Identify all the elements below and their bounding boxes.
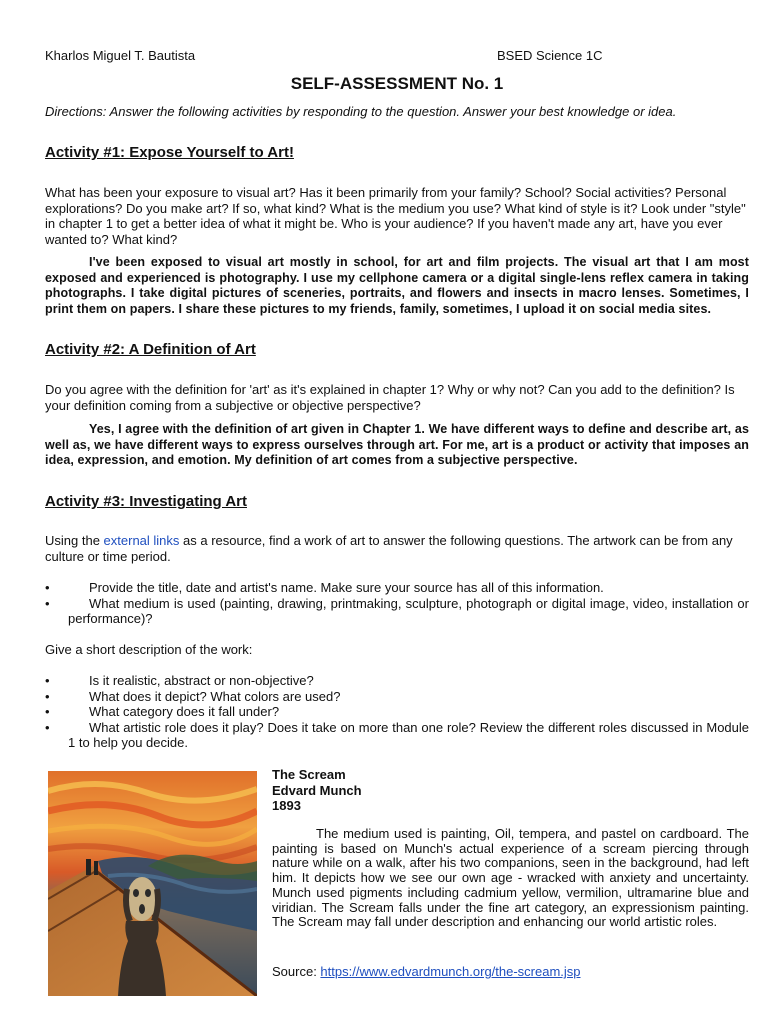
activity1-heading: Activity #1: Expose Yourself to Art! <box>45 144 294 161</box>
activity2-answer: Yes, I agree with the definition of art given in Chapter 1. We have different ways to define and describe art, as well as, we have different ways to express ourselves through art. For me, art is a product or activity that imposes an idea, expression, and emotion. My definition of art comes from a subjective perspective. <box>45 422 749 467</box>
student-name: Kharlos Miguel T. Bautista <box>45 48 196 63</box>
activity1-question: What has been your exposure to visual art? Has it been primarily from your family? School? Social activities? Personal explorations? Do you make art? If so, what kind? What is the medium you use? What kind of style is it? Look under "style" in chapter 1 to get a better idea of what it might be. Who is your audience? If you haven't made any art, have you ever wanted to? What kind? <box>45 185 746 247</box>
directions-text: Directions: Answer the following activities by responding to the question. Answer your best knowledge or idea. <box>45 104 677 119</box>
artwork-info <box>272 767 362 814</box>
activity3-intro <box>45 533 749 564</box>
artwork-year: 1893 <box>272 798 301 813</box>
artwork-artist: Edvard Munch <box>272 782 362 798</box>
activity1-answer: I've been exposed to visual art mostly in school, for art and film projects. The visual art that I am most exposed and experienced is photography. I use my cellphone camera or a digital single-lens reflex camera in taking photographs. I take digital pictures of sceneries, portraits, and flowers and insects in macro lenses. Sometimes, I print them on papers. I share these pictures to my friends, family, sometimes, I upload it on social media sites. <box>45 255 749 316</box>
course-section: BSED Science 1C <box>497 48 603 63</box>
requirements-list <box>45 580 749 627</box>
activity2-question: Do you agree with the definition for 'art' as it's explained in chapter 1? Why or why not? Can you add to the definition? Is your definition coming from a subjective or objective perspective? <box>45 382 735 413</box>
source-label: Source: <box>272 964 321 979</box>
short-description-label: Give a short description of the work: <box>45 642 253 657</box>
list-item: • What artistic role does it play? Does it take on more than one role? Review the different roles discussed in Module 1 to help you decide. <box>45 720 749 751</box>
page-title: SELF-ASSESSMENT No. 1 <box>290 74 504 93</box>
source-link[interactable]: https://www.edvardmunch.org/the-scream.jsp <box>320 964 581 979</box>
artwork-description: The medium used is painting, Oil, tempera, and pastel on cardboard. The painting is based on Munch's actual experience of a scream piercing through nature while on a walk, after his two companions, seen in the background, had left him. It depicts how we see our own age - wracked with anxiety and uncertainty. Munch used pigments including cadmium yellow, vermilion, ultramarine blue and viridian. The Scream falls under the fine art category, an expressionism painting. The Scream may fall under description and enhancing our world artistic roles. <box>272 826 749 930</box>
activity2-heading: Activity #2: A Definition of Art <box>45 341 256 358</box>
list-item: • What medium is used (painting, drawing, printmaking, sculpture, photograph or digital image, video, installation or performance)? <box>45 596 749 627</box>
list-item: • Provide the title, date and artist's name. Make sure your source has all of this information. <box>45 580 749 596</box>
description-questions-list <box>45 673 749 751</box>
external-links-link[interactable]: external links <box>103 533 180 548</box>
artwork-title: The Scream <box>272 767 346 782</box>
list-item: • What does it depict? What colors are used? <box>45 689 749 705</box>
the-scream-painting-image <box>48 771 257 996</box>
source-line <box>272 964 581 979</box>
activity3-heading: Activity #3: Investigating Art <box>45 493 247 510</box>
intro-text-before: Using the <box>45 533 104 548</box>
list-item: • Is it realistic, abstract or non-objective? <box>45 673 749 689</box>
list-item: • What category does it fall under? <box>45 704 749 720</box>
intro-text-after: as a resource, find a work of art to answer the following questions. The artwork can be from any culture or time period. <box>45 533 733 564</box>
